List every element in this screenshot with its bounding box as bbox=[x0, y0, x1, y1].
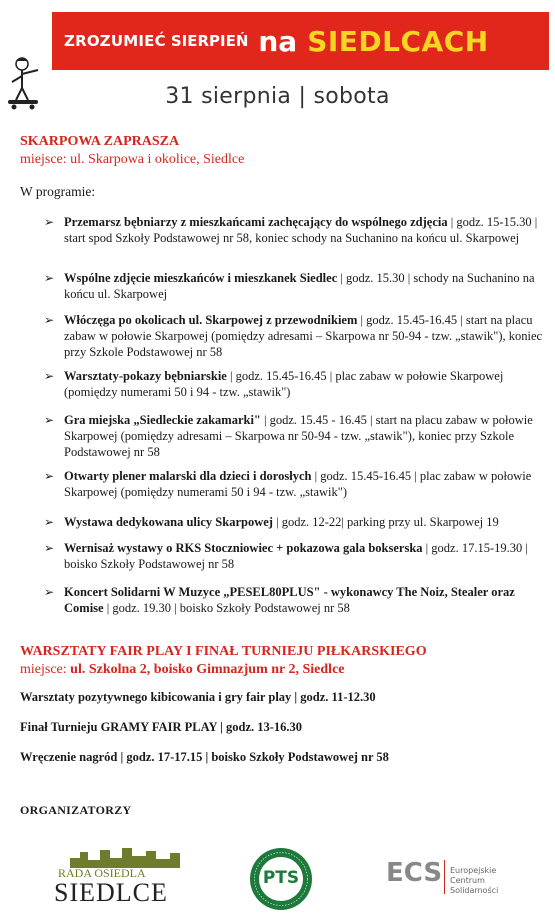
section2-place bbox=[20, 662, 345, 678]
program-item bbox=[44, 584, 544, 616]
item-details: | godz. 17.15-19.30 | boisko Szkoły Podstawowej nr 58 bbox=[64, 541, 528, 571]
arrow-bullet-icon: ➢ bbox=[44, 369, 55, 383]
organizers-label: ORGANIZATORZY bbox=[20, 803, 132, 817]
item-details: | godz. 15.45-16.45 | plac zabaw w połowie Skarpowej (pomiędzy numerami 50 i 94 - tzw. „stawik") bbox=[64, 469, 532, 499]
item-details: | godz. 15.30 | schody na Suchanino na końcu ul. Skarpowej bbox=[64, 271, 535, 301]
item-title: Otwarty plener malarski dla dzieci i dorosłych bbox=[64, 469, 312, 483]
final-line: Finał Turnieju GRAMY FAIR PLAY | godz. 13-16.30 bbox=[20, 720, 303, 734]
item-details: | godz. 15.45 - 16.45 | start na placu zabaw w połowie Skarpowej (pomiędzy adresami – Skarpowa nr 50-94 - tzw. „stawik"), koniec przy Szkole Podstawowej nr 58 bbox=[64, 413, 533, 459]
item-title: Gra miejska „Siedleckie zakamarki" bbox=[64, 413, 261, 427]
program-item bbox=[44, 312, 544, 360]
item-title: Włóczęga po okolicach ul. Skarpowej z przewodnikiem bbox=[64, 313, 358, 327]
item-title: Warsztaty-pokazy bębniarskie bbox=[64, 369, 227, 383]
awards-line: Wręczenie nagród | godz. 17-17.15 | boisko Szkoły Podstawowej nr 58 bbox=[20, 750, 389, 764]
program-item bbox=[44, 412, 544, 460]
arrow-bullet-icon: ➢ bbox=[44, 271, 55, 285]
pts-logo bbox=[248, 846, 314, 912]
rada-osiedla-name: RADA OSIEDLA bbox=[58, 866, 146, 880]
place-prefix: miejsce: bbox=[20, 662, 71, 677]
arrow-bullet-icon: ➢ bbox=[44, 541, 55, 555]
ecs-divider bbox=[444, 860, 445, 894]
arrow-bullet-icon: ➢ bbox=[44, 469, 55, 483]
ecs-line: Europejskie bbox=[450, 866, 497, 875]
arrow-bullet-icon: ➢ bbox=[44, 413, 55, 427]
section1-title: SKARPOWA ZAPRASZA bbox=[20, 134, 180, 149]
ecs-line: Centrum bbox=[450, 876, 485, 885]
program-item bbox=[44, 468, 544, 500]
arrow-bullet-icon: ➢ bbox=[44, 585, 55, 599]
section2-title: WARSZTATY FAIR PLAY I FINAŁ TURNIEJU PIŁKARSKIEGO bbox=[20, 644, 427, 659]
program-intro: W programie: bbox=[20, 184, 96, 199]
workshop-line: Warsztaty pozytywnego kibicowania i gry fair play | godz. 11-12.30 bbox=[20, 690, 376, 704]
ecs-letters: ECS bbox=[386, 858, 443, 888]
header-banner bbox=[52, 12, 549, 70]
program-item bbox=[44, 514, 544, 530]
ecs-full-name bbox=[450, 866, 498, 896]
banner-word-zrozumiec: ZROZUMIEĆ bbox=[64, 32, 166, 50]
item-details: | godz. 15.45-16.45 | plac zabaw w połowie Skarpowej (pomiędzy numerami 50 i 94 - tzw. „stawik") bbox=[64, 369, 504, 399]
item-details: | godz. 12-22| parking przy ul. Skarpowej 19 bbox=[272, 515, 499, 529]
arrow-bullet-icon: ➢ bbox=[44, 215, 55, 229]
banner-word-siedlcach: SIEDLCACH bbox=[307, 24, 489, 58]
place-address: ul. Szkolna 2, boisko Gimnazjum nr 2, Siedlce bbox=[70, 662, 345, 677]
item-details: | godz. 15-15.30 | start spod Szkoły Podstawowej nr 58, koniec schody na Suchanino na końcu ul. Skarpowej bbox=[64, 215, 538, 245]
rada-osiedla-logo bbox=[52, 846, 197, 912]
pts-letters: PTS bbox=[262, 868, 300, 888]
program-item bbox=[44, 368, 544, 400]
ecs-logo bbox=[378, 858, 528, 898]
banner-word-sierpien: SIERPIEŃ bbox=[170, 32, 249, 50]
event-date: 31 sierpnia | sobota bbox=[165, 84, 390, 109]
arrow-bullet-icon: ➢ bbox=[44, 313, 55, 327]
rada-osiedla-city: SIEDLCE bbox=[54, 878, 168, 907]
item-details: | godz. 19.30 | boisko Szkoły Podstawowej nr 58 bbox=[103, 601, 350, 615]
item-title: Przemarsz bębniarzy z mieszkańcami zachęcający do wspólnego zdjęcia bbox=[64, 215, 448, 229]
skyline-icon bbox=[70, 846, 188, 868]
item-title: Wspólne zdjęcie mieszkańców i mieszkanek Siedlec bbox=[64, 271, 338, 285]
item-title: Wystawa dedykowana ulicy Skarpowej bbox=[64, 515, 273, 529]
arrow-bullet-icon: ➢ bbox=[44, 515, 55, 529]
item-title: Koncert Solidarni W Muzyce „PESEL80PLUS" - wykonawcy The Noiz, Stealer oraz Comise bbox=[64, 585, 515, 615]
section1-place: miejsce: ul. Skarpowa i okolice, Siedlce bbox=[20, 152, 245, 167]
ecs-line: Solidarności bbox=[450, 886, 499, 895]
program-item bbox=[44, 270, 544, 302]
item-details: | godz. 15.45-16.45 | start na placu zabaw w połowie Skarpowej (pomiędzy adresami – Skarpowa nr 50-94 - tzw. „stawik"), koniec przy Szkole Podstawowej nr 58 bbox=[64, 313, 543, 359]
banner-word-na: na bbox=[258, 24, 298, 58]
item-title: Wernisaż wystawy o RKS Stoczniowiec + pokazowa gala bokserska bbox=[64, 541, 423, 555]
program-item bbox=[44, 540, 544, 572]
program-item bbox=[44, 214, 544, 246]
